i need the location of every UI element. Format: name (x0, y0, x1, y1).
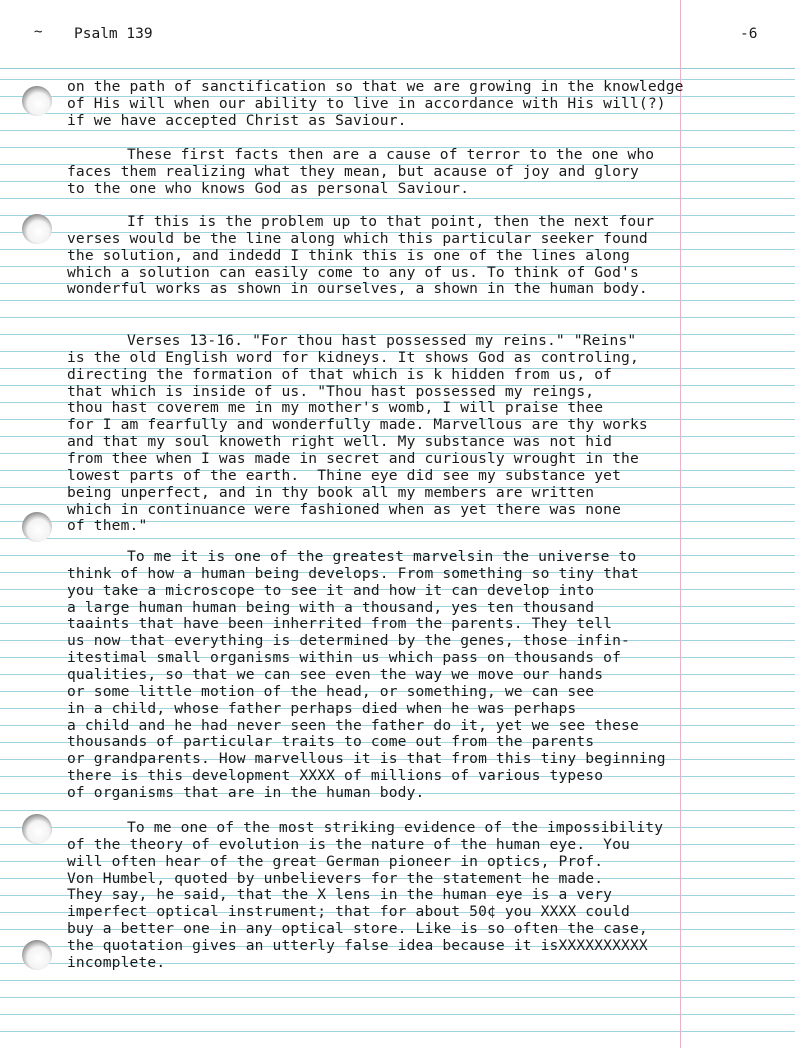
text-line: and that my soul knoweth right well. My substance was not hid (67, 433, 613, 451)
text-line: qualities, so that we can see even the way we move our hands (67, 665, 604, 683)
text-line: buy a better one in any optical store. Like is so often the case, (67, 920, 648, 938)
text-line: incomplete. (67, 953, 166, 971)
text-line: thou hast coverem me in my mother's womb, I will praise thee (67, 399, 604, 417)
text-line: a child and he had never seen the father do it, yet we see these (67, 716, 639, 734)
text-line: To me it is one of the greatest marvelsin the universe to (127, 548, 637, 565)
text-line: for I am fearfully and wonderfully made. Marvellous are thy works (67, 416, 648, 434)
text-line: us now that everything is determined by the genes, those infin- (67, 632, 630, 650)
text-line: that which is inside of us. "Thou hast possessed my reings, (67, 382, 595, 400)
text-line: which in continuance were fashioned when as yet there was none (67, 500, 622, 518)
text-line: is the old English word for kidneys. It shows God as controling, (67, 348, 639, 366)
text-line: lowest parts of the earth. Thine eye did see my substance yet (67, 466, 622, 484)
text-line: wonderful works as shown in ourselves, a shown in the human body. (67, 280, 648, 298)
text-line: imperfect optical instrument; that for about 50¢ you XXXX could (67, 903, 630, 921)
text-line: which a solution can easily come to any of us. To think of God's (67, 263, 639, 281)
text-line: They say, he said, that the X lens in the human eye is a very (67, 886, 613, 904)
text-line: itestimal small organisms within us which pass on thousands of (67, 649, 622, 667)
text-line: If this is the problem up to that point, then the next four (127, 213, 655, 230)
text-line: on the path of sanctification so that we are growing in the knowledge (67, 78, 684, 95)
page-number: -6 (740, 26, 758, 42)
page-title: Psalm 139 (74, 26, 153, 42)
text-line: Von Humbel, quoted by unbelievers for the statement he made. (67, 869, 604, 887)
text-line: the solution, and indedd I think this is one of the lines along (67, 246, 630, 264)
text-line: These first facts then are a cause of terror to the one who (127, 146, 655, 163)
text-line: directing the formation of that which is k hidden from us, of (67, 365, 613, 383)
text-line: being unperfect, and in thy book all my members are written (67, 483, 595, 501)
text-line: faces them realizing what they mean, but acause of joy and glory (67, 162, 639, 180)
text-line: a large human human being with a thousand, yes ten thousand (67, 598, 595, 616)
text-line: Verses 13-16. "For thou hast possessed my reins." "Reins" (127, 332, 637, 349)
text-line: of the theory of evolution is the nature of the human eye. You (67, 835, 630, 853)
text-line: from thee when I was made in secret and curiously wrought in the (67, 449, 639, 467)
text-line: in a child, whose father perhaps died when he was perhaps (67, 699, 577, 717)
text-line: if we have accepted Christ as Saviour. (67, 111, 407, 129)
text-line: of His will when our ability to live in accordance with His will(?) (67, 94, 666, 112)
text-line: or some little motion of the head, or something, we can see (67, 682, 595, 700)
text-line: to the one who knows God as personal Saviour. (67, 179, 470, 197)
text-line: there is this development XXXX of millions of various typeso (67, 767, 604, 785)
text-line: To me one of the most striking evidence of the impossibility (127, 819, 664, 836)
text-line: the quotation gives an utterly false idea because it isXXXXXXXXXX (67, 936, 648, 954)
text-line: verses would be the line along which this particular seeker found (67, 229, 648, 247)
text-line: think of how a human being develops. From something so tiny that (67, 564, 639, 582)
header-mark: ~ (34, 24, 43, 40)
text-line: of organisms that are in the human body. (67, 783, 425, 801)
text-line: thousands of particular traits to come out from the parents (67, 733, 595, 751)
text-line: will often hear of the great German pioneer in optics, Prof. (67, 852, 604, 870)
text-line: or grandparents. How marvellous it is that from this tiny beginning (67, 750, 666, 768)
text-line: taaints that have been inherrited from the parents. They tell (67, 615, 613, 633)
text-line: you take a microscope to see it and how it can develop into (67, 581, 595, 599)
text-line: of them." (67, 517, 148, 535)
